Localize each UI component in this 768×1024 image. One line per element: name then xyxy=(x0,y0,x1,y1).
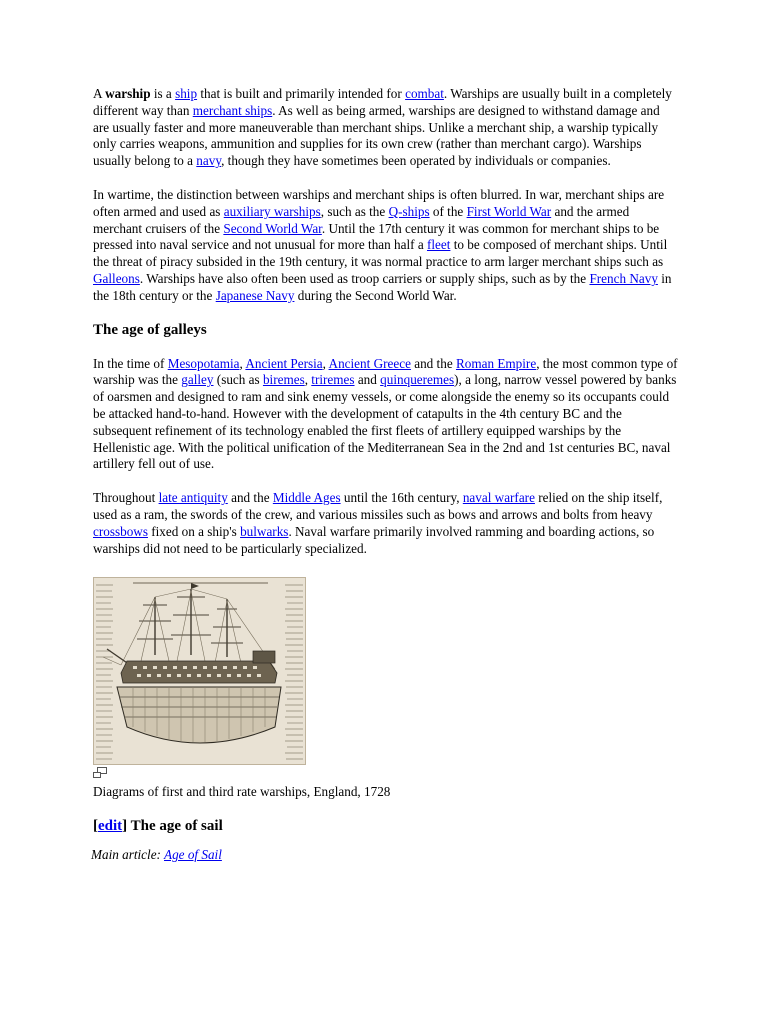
text: . Until the 17th century it was common for merchant ships to be pressed into naval service and not unusual for more than half a xyxy=(93,220,660,253)
text: that is built and primarily intended for xyxy=(197,86,406,101)
text: (such as xyxy=(213,372,263,388)
link-crossbows[interactable]: crossbows xyxy=(93,523,148,539)
text: ), a long, narrow vessel powered by banks of oarsmen and designed to ram and sink enemy vessels, or come alongside the enemy so its occupants could be attacked hand-to-hand. However with the development of catapults in the 4th century BC and the subsequent refinement of its technology enabled the first fleets of artillery equipped warships by the Hellenistic age. With the political unification of the Mediterranean Sea in the 2nd and 1st centuries BC, naval artillery fell out of use. xyxy=(93,372,677,472)
text: and xyxy=(354,372,381,388)
text: , xyxy=(239,355,246,371)
link-late-antiquity[interactable]: late antiquity xyxy=(158,490,228,506)
image-caption: Diagrams of first and third rate warships, England, 1728 xyxy=(93,784,391,800)
section-heading-galleys: The age of galleys xyxy=(93,321,207,338)
link-ancient-persia[interactable]: Ancient Persia xyxy=(245,355,323,371)
text: , xyxy=(322,355,329,371)
link-middle-ages[interactable]: Middle Ages xyxy=(272,490,341,506)
link-fleet[interactable]: fleet xyxy=(426,237,451,253)
link-q-ships[interactable]: Q-ships xyxy=(388,203,430,219)
text: , the most common type of warship was the xyxy=(93,355,678,388)
link-biremes[interactable]: biremes xyxy=(262,372,305,388)
link-ship[interactable]: ship xyxy=(175,86,198,101)
link-roman-empire[interactable]: Roman Empire xyxy=(455,355,537,371)
text: and the xyxy=(410,355,456,371)
edit-section-link[interactable]: edit xyxy=(98,818,123,835)
text: . Warships have also often been used as troop carriers or supply ships, such as by the xyxy=(139,270,590,286)
text: In the time of xyxy=(93,355,168,371)
link-quinqueremes[interactable]: quinqueremes xyxy=(380,372,455,388)
edit-bracket: ] xyxy=(122,818,128,835)
link-auxiliary-warships[interactable]: auxiliary warships xyxy=(223,203,321,219)
text: and the armed merchant cruisers of the xyxy=(93,203,630,236)
ship-engraving xyxy=(93,577,306,765)
link-ancient-greece[interactable]: Ancient Greece xyxy=(328,355,411,371)
main-article-label: Main article: xyxy=(91,847,165,863)
galleys-paragraph-2 xyxy=(93,490,678,557)
text: to be composed of merchant ships. Until the threat of piracy subsided in the 19th century, it was normal practice to arm larger merchant ships such as xyxy=(93,237,668,270)
link-naval-warfare[interactable]: naval warfare xyxy=(462,490,535,506)
text: In wartime, the distinction between warships and merchant ships is often blurred. In war, merchant ships are often armed and used as xyxy=(93,186,665,219)
enlarge-image-button[interactable] xyxy=(93,766,678,780)
link-french-navy[interactable]: French Navy xyxy=(589,270,658,286)
text: , though they have sometimes been operated by individuals or companies. xyxy=(221,153,611,169)
text: . Naval warfare primarily involved ramming and boarding actions, so warships did not need to be particularly specialized. xyxy=(93,523,655,556)
text: in the 18th century or the xyxy=(93,270,672,303)
link-navy[interactable]: navy xyxy=(196,153,222,169)
text: relied on the ship itself, used as a ram, the swords of the crew, and various missiles such as bows and arrows and bolts from heavy xyxy=(93,490,663,522)
section-heading-sail xyxy=(93,817,678,835)
text: . Warships are usually built in a completely different way than xyxy=(93,86,672,118)
link-galleons[interactable]: Galleons xyxy=(93,270,140,286)
link-triremes[interactable]: triremes xyxy=(311,372,355,388)
link-galley[interactable]: galley xyxy=(181,372,214,388)
article-body xyxy=(93,86,678,864)
edit-bracket: [ xyxy=(93,818,98,835)
text: fixed on a ship's xyxy=(147,523,241,539)
text: of the xyxy=(429,203,467,219)
link-bulwarks[interactable]: bulwarks xyxy=(240,523,289,539)
intro-paragraph-2 xyxy=(93,187,678,305)
text: Throughout xyxy=(93,490,159,506)
main-article-note xyxy=(91,847,678,864)
text: and the xyxy=(227,490,273,506)
text: . As well as being armed, warships are designed to withstand damage and are usually faster and more maneuverable than merchant ships. Unlike a merchant ship, a warship typically only carries weapons, ammunition and supplies for its own crew (rather than merchant cargo). Warships usually belong to a xyxy=(93,102,660,169)
galleys-paragraph-1 xyxy=(93,356,678,474)
text: until the 16th century, xyxy=(340,490,463,506)
intro-paragraph-1 xyxy=(93,86,678,170)
section-title-text: The age of sail xyxy=(127,818,223,835)
magnify-icon xyxy=(93,767,107,779)
text: during the Second World War. xyxy=(294,287,457,303)
text: is a xyxy=(150,86,176,101)
bold-term-warship: warship xyxy=(105,86,151,101)
warship-diagram-image[interactable] xyxy=(93,577,306,765)
link-mesopotamia[interactable]: Mesopotamia xyxy=(167,355,240,371)
link-first-world-war[interactable]: First World War xyxy=(466,203,552,219)
text: , xyxy=(304,372,312,388)
text: , such as the xyxy=(320,203,389,219)
text: A xyxy=(93,86,106,101)
link-combat[interactable]: combat xyxy=(405,86,444,101)
link-merchant-ships[interactable]: merchant ships xyxy=(192,102,273,118)
link-second-world-war[interactable]: Second World War xyxy=(223,220,322,236)
link-age-of-sail[interactable]: Age of Sail xyxy=(164,847,222,863)
link-japanese-navy[interactable]: Japanese Navy xyxy=(215,287,295,303)
